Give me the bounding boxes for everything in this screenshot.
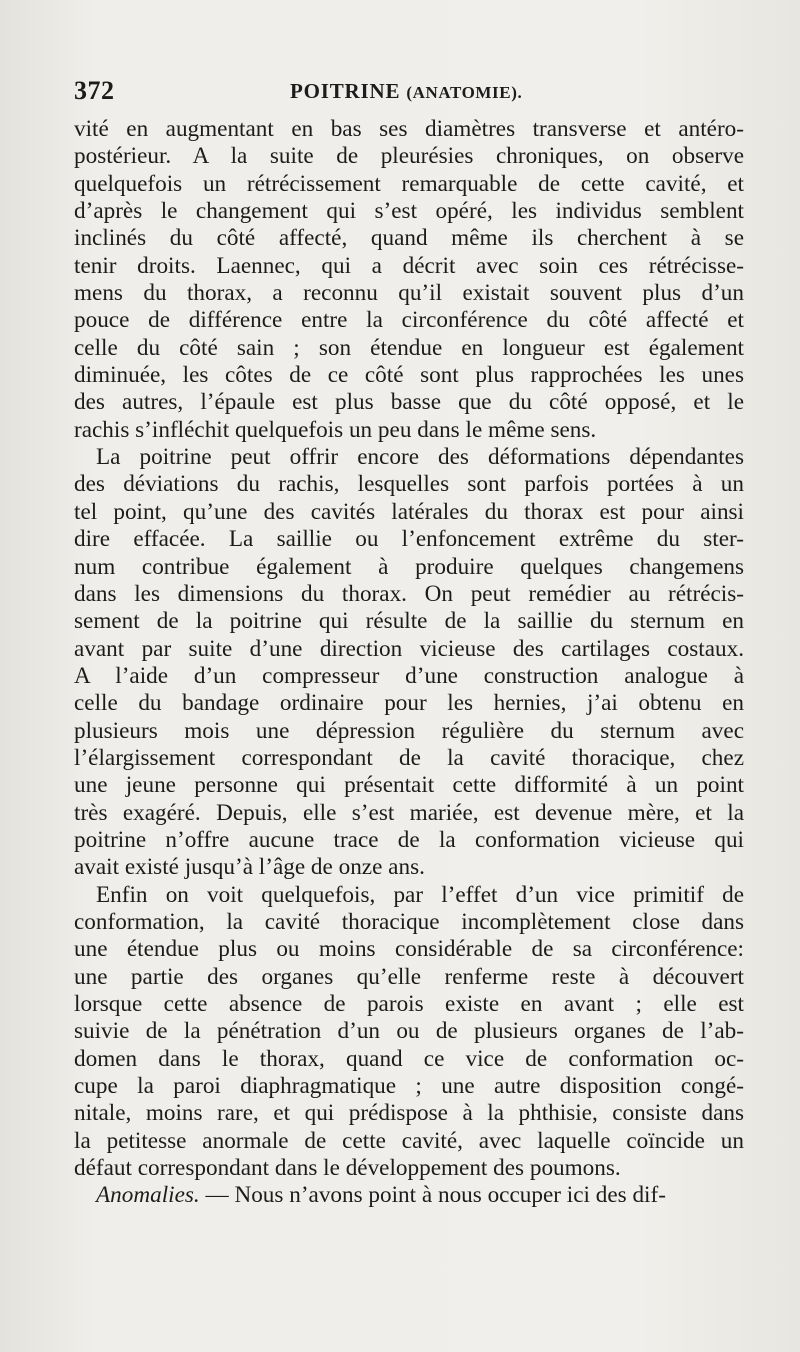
running-head-subtitle: (ANATOMIE). [406,83,523,102]
text-line: lorsque cette absence de parois existe en avant ; elle est [74,991,744,1017]
text-line: la petitesse anormale de cette cavité, avec laquelle coïncide un [74,1127,744,1154]
running-head [290,79,522,104]
text-line: très exagéré. Depuis, elle s’est mariée, est devenue mère, et la [74,799,744,826]
text-line: l’élargissement correspondant de la cavité thoracique, chez [74,744,744,771]
section-heading-anomalies: Anomalies. [96,1182,200,1209]
text-line: dire effacée. La saillie ou l’enfoncement extrême du ster- [74,526,744,553]
text-line: Enfin on voit quelquefois, par l’effet d’un vice primitif de [96,881,744,908]
text-line: cupe la paroi diaphragmatique ; une autre disposition congé- [74,1073,744,1100]
text-line: suivie de la pénétration d’un ou de plusieurs organes de l’ab- [74,1018,744,1045]
text-line: celle du côté sain ; son étendue en longueur est également [74,334,744,361]
text-line: tenir droits. Laennec, qui a décrit avec soin ces rétrécisse- [74,252,744,279]
text-line: avant par suite d’une direction vicieuse des cartilages costaux. [74,635,744,662]
text-line: une jeune personne qui présentait cette difformité à un point [74,772,744,799]
text-line: des déviations du rachis, lesquelles sont parfois portées à un [74,471,744,498]
text-line: plusieurs mois une dépression régulière du sternum avec [74,717,744,744]
text-line: vité en augmentant en bas ses diamètres transverse et antéro- [74,116,744,142]
text-run: — Nous n’avons point à nous occuper ici des dif- [199,1182,666,1209]
text-line: tel point, qu’une des cavités latérales du thorax est pour ainsi [74,498,744,525]
text-line: celle du bandage ordinaire pour les hernies, j’ai obtenu en [74,690,744,717]
text-line: quelquefois un rétrécissement remarquable de cette cavité, et [74,170,744,197]
page-header [74,76,738,110]
text-line: avait existé jusqu’à l’âge de onze ans. [74,854,425,881]
text-line: d’après le changement qui s’est opéré, les individus semblent [74,198,744,225]
text-line: une partie des organes qu’elle renferme reste à découvert [74,963,744,990]
text-line: une étendue plus ou moins considérable de sa circonférence: [74,936,744,963]
text-line: domen dans le thorax, quand ce vice de conformation oc- [74,1045,744,1072]
text-line: nitale, moins rare, et qui prédispose à la phthisie, consiste dans [74,1100,744,1127]
paragraph [74,116,744,444]
paragraph [74,882,744,1183]
text-line: des autres, l’épaule est plus basse que du côté opposé, et le [74,389,744,416]
text-line: poitrine n’offre aucune trace de la conformation vicieuse qui [74,826,744,853]
text-line [74,1182,744,1209]
running-head-title: POITRINE [290,79,401,103]
text-line: inclinés du côté affecté, quand même ils cherchent à se [74,225,744,252]
text-line: mens du thorax, a reconnu qu’il existait souvent plus d’un [74,280,744,307]
body-text [74,116,744,1210]
text-line: rachis s’infléchit quelquefois un peu dans le même sens. [74,416,597,443]
page-number: 372 [74,76,115,105]
text-line: sement de la poitrine qui résulte de la saillie du sternum en [74,608,744,635]
text-line: dans les dimensions du thorax. On peut remédier au rétrécis- [74,580,744,607]
text-line: diminuée, les côtes de ce côté sont plus rapprochées les unes [74,362,744,389]
text-line: La poitrine peut offrir encore des déformations dépendantes [96,444,744,471]
text-line: postérieur. A la suite de pleurésies chroniques, on observe [74,143,744,170]
paragraph [74,1182,744,1209]
text-line: défaut correspondant dans le développement des poumons. [74,1155,621,1182]
text-line: num contribue également à produire quelques changemens [74,553,744,580]
text-line: pouce de différence entre la circonférence du côté affecté et [74,307,744,334]
paragraph [74,444,744,882]
text-line: A l’aide d’un compresseur d’une construction analogue à [74,662,744,689]
text-line: conformation, la cavité thoracique incomplètement close dans [74,908,744,935]
